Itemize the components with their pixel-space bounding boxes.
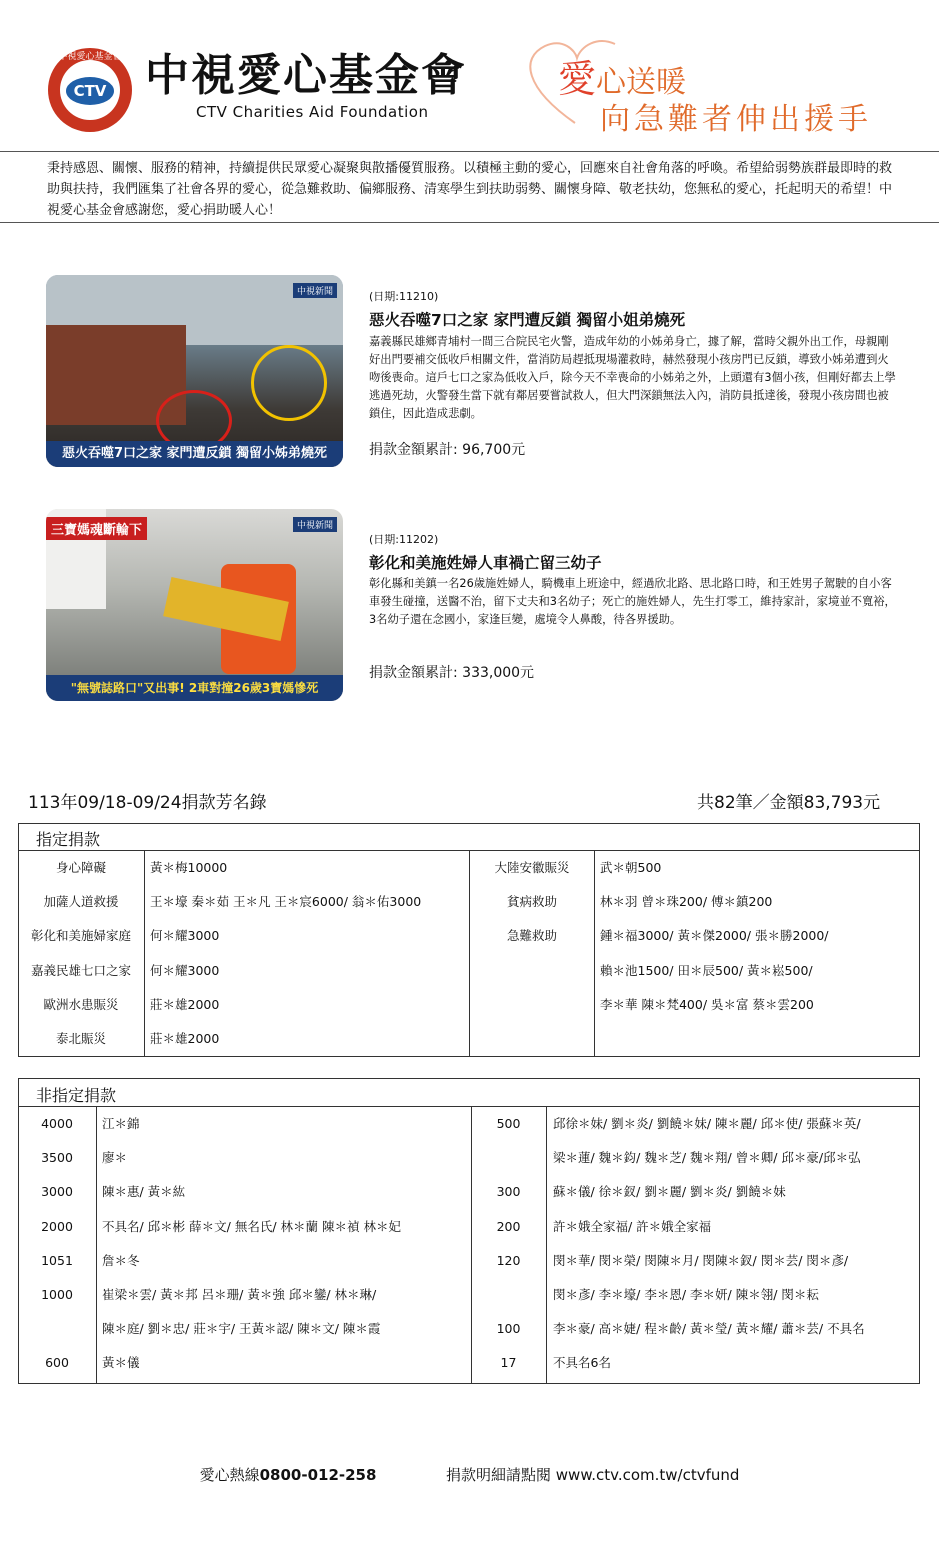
hotline-label: 愛心熱線 xyxy=(199,1466,260,1484)
row-category: 600 xyxy=(45,1355,69,1371)
row-category: 貧病救助 xyxy=(506,894,557,910)
row-category: 120 xyxy=(496,1252,521,1268)
row-category: 急難救助 xyxy=(506,928,557,944)
row-category: 1000 xyxy=(41,1287,73,1302)
row-donor-names: 黃＊儀 xyxy=(102,1355,140,1371)
row-category: 泰北賑災 xyxy=(55,1031,106,1046)
row-donor-names: 陳＊惠/ 黃＊紘 xyxy=(102,1184,186,1200)
slogan-line1: 愛心送暖 xyxy=(558,57,687,101)
row-donor-names: 李＊豪/ 高＊婕/ 程＊齡/ 黃＊瑩/ 黃＊耀/ 蕭＊芸/ 不具名 xyxy=(553,1321,865,1337)
row-donor-names: 何＊耀3000 xyxy=(150,962,220,978)
row-donor-names: 閔＊華/ 閔＊榮/ 閔陳＊月/ 閔陳＊釵/ 閔＊芸/ 閔＊彥/ xyxy=(553,1252,849,1268)
row-category: 2000 xyxy=(41,1218,73,1234)
news-date: (日期:11210) xyxy=(369,290,439,303)
row-donor-names: 何＊耀3000 xyxy=(150,928,220,944)
row-donor-names: 陳＊庭/ 劉＊忠/ 莊＊宇/ 王黃＊認/ 陳＊文/ 陳＊霞 xyxy=(102,1321,381,1337)
svg-text:中視愛心基金會: 中視愛心基金會 xyxy=(58,52,122,62)
row-donor-names: 不具名6名 xyxy=(553,1355,611,1371)
news-body: 彰化縣和美鎮一名26歲施姓婦人，騎機車上班途中，經過欣北路、思北路口時，和王姓男子駕駛的自小客車發生碰撞，送醫不治，留下丈夫和3名幼子；死亡的施姓婦人，先生打零工，維持家計，家境並不寬裕，3名幼子還在念國小，家逢巨變，處境令人鼻酸，待各界援助。 xyxy=(369,577,896,626)
row-category: 4000 xyxy=(41,1116,73,1131)
org-name-en: CTV Charities Aid Foundation xyxy=(196,103,429,121)
donor-list-summary: 共82筆／金額83,793元 xyxy=(697,793,881,813)
news-donation-total: 捐款金額累計: 96,700元 xyxy=(369,442,526,458)
row-category: 大陸安徽賑災 xyxy=(494,860,570,875)
news-photo-accident: 三寶媽魂斷輪下 中視新聞 "無號誌路口"又出事! 2車對撞26歲3寶媽慘死 xyxy=(46,509,343,701)
row-donor-names: 賴＊池1500/ 田＊辰500/ 黃＊崧500/ xyxy=(600,962,813,978)
row-category: 200 xyxy=(496,1218,521,1234)
row-donor-names: 不具名/ 邱＊彬 薛＊文/ 無名氏/ 林＊蘭 陳＊禎 林＊妃 xyxy=(102,1218,401,1234)
row-donor-names: 梁＊蓮/ 魏＊鈞/ 魏＊芝/ 魏＊翔/ 曾＊卿/ 邱＊豪/邱＊弘 xyxy=(553,1150,861,1166)
row-category: 身心障礙 xyxy=(55,860,106,875)
news-date: (日期:11202) xyxy=(369,533,439,546)
svg-text:CTV: CTV xyxy=(73,82,107,100)
row-donor-names: 邱徐＊妹/ 劉＊炎/ 劉饒＊妹/ 陳＊麗/ 邱＊使/ 張蘇＊英/ xyxy=(553,1116,861,1131)
row-donor-names: 許＊娥全家福/ 許＊娥全家福 xyxy=(553,1218,712,1234)
row-donor-names: 鍾＊福3000/ 黃＊傑2000/ 張＊勝2000/ xyxy=(600,928,829,944)
row-donor-names: 廖＊ xyxy=(102,1150,128,1166)
row-category: 500 xyxy=(496,1116,521,1131)
row-category: 歐洲水患賑災 xyxy=(43,996,119,1012)
row-donor-names: 詹＊冬 xyxy=(102,1252,140,1268)
row-category: 3000 xyxy=(41,1184,73,1200)
row-category: 100 xyxy=(496,1321,521,1337)
slogan-line2: 向急難者伸出援手 xyxy=(600,102,872,137)
news-body: 嘉義縣民雄鄉青埔村一間三合院民宅火警，造成年幼的小姊弟身亡，據了解，當時父親外出工作，母親剛好出門要補交低收戶相關文件，當消防局趕抵現場灌救時，赫然發現小孩房門已反鎖，導致小姊弟遭到火吻後喪命。這戶七口之家為低收入戶，除今天不幸喪命的小姊弟之外，上頭還有3個小孩，但剛好都去上學逃過死劫，火警發生當下就有鄰居要嘗試救人，但大門深鎖無法入內，消防員抵達後，發現小孩房間也被鎖住，因此造成悲劇。 xyxy=(369,335,896,420)
row-category: 彰化和美施婦家庭 xyxy=(30,928,131,944)
detail-label: 捐款明細請點閱 xyxy=(445,1466,551,1484)
row-donor-names: 黃＊梅10000 xyxy=(150,860,228,875)
row-donor-names: 崔梁＊雲/ 黃＊邦 呂＊珊/ 黃＊強 邱＊鑾/ 林＊琳/ xyxy=(102,1287,377,1302)
designated-title: 指定捐款 xyxy=(36,830,101,849)
detail-link[interactable]: www.ctv.com.tw/ctvfund xyxy=(555,1466,740,1484)
row-donor-names: 王＊壕 秦＊茹 王＊凡 王＊宸6000/ 翁＊佑3000 xyxy=(150,894,422,910)
hotline-number[interactable]: 0800-012-258 xyxy=(259,1466,377,1484)
row-donor-names: 武＊朝500 xyxy=(600,860,662,875)
row-donor-names: 林＊羽 曾＊珠200/ 傅＊鎮200 xyxy=(600,894,773,910)
undesignated-title: 非指定捐款 xyxy=(36,1086,117,1105)
news-title: 彰化和美施姓婦人車禍亡留三幼子 xyxy=(369,554,602,572)
row-donor-names: 莊＊雄2000 xyxy=(150,996,220,1012)
row-category: 加薩人道救援 xyxy=(43,894,119,910)
row-category: 3500 xyxy=(41,1150,73,1166)
news-photo-caption: "無號誌路口"又出事! 2車對撞26歲3寶媽慘死 xyxy=(46,675,343,701)
news-photo-fire: 中視新聞 惡火吞噬7口之家 家門遭反鎖 獨留小姊弟燒死 xyxy=(46,275,343,467)
news-photo-caption: 惡火吞噬7口之家 家門遭反鎖 獨留小姊弟燒死 xyxy=(46,441,343,467)
org-name: 中視愛心基金會 xyxy=(145,50,467,101)
footer xyxy=(0,1464,939,1485)
row-category: 300 xyxy=(496,1184,521,1200)
row-donor-names: 李＊華 陳＊梵400/ 吳＊富 蔡＊雲200 xyxy=(600,996,814,1012)
row-category: 17 xyxy=(500,1355,517,1371)
news-title: 惡火吞噬7口之家 家門遭反鎖 獨留小姐弟燒死 xyxy=(369,311,686,329)
intro-text: 秉持感恩、關懷、服務的精神，持續提供民眾愛心凝聚與散播優質服務。以積極主動的愛心，回應來自社會角落的呼喚。希望給弱勢族群最即時的救助與扶持，我們匯集了社會各界的愛心，從急難救助、偏鄉服務、清寒學生到扶助弱勢、關懷身障、敬老扶幼，您無私的愛心，托起明天的希望！中視愛心基金會感謝您，愛心捐助暖人心！ xyxy=(47,161,893,218)
row-category: 嘉義民雄七口之家 xyxy=(30,962,131,978)
row-donor-names: 閔＊彥/ 李＊壕/ 李＊恩/ 李＊妍/ 陳＊翎/ 閔＊耘 xyxy=(553,1287,819,1302)
row-donor-names: 江＊錦 xyxy=(102,1116,140,1131)
news-donation-total: 捐款金額累計: 333,000元 xyxy=(369,665,535,681)
donor-list-title: 113年09/18-09/24捐款芳名錄 xyxy=(28,793,267,813)
foundation-seal-logo xyxy=(47,47,133,133)
row-donor-names: 莊＊雄2000 xyxy=(150,1031,220,1046)
row-category: 1051 xyxy=(41,1252,73,1268)
row-donor-names: 蘇＊儀/ 徐＊釵/ 劉＊麗/ 劉＊炎/ 劉饒＊妹 xyxy=(553,1184,786,1200)
